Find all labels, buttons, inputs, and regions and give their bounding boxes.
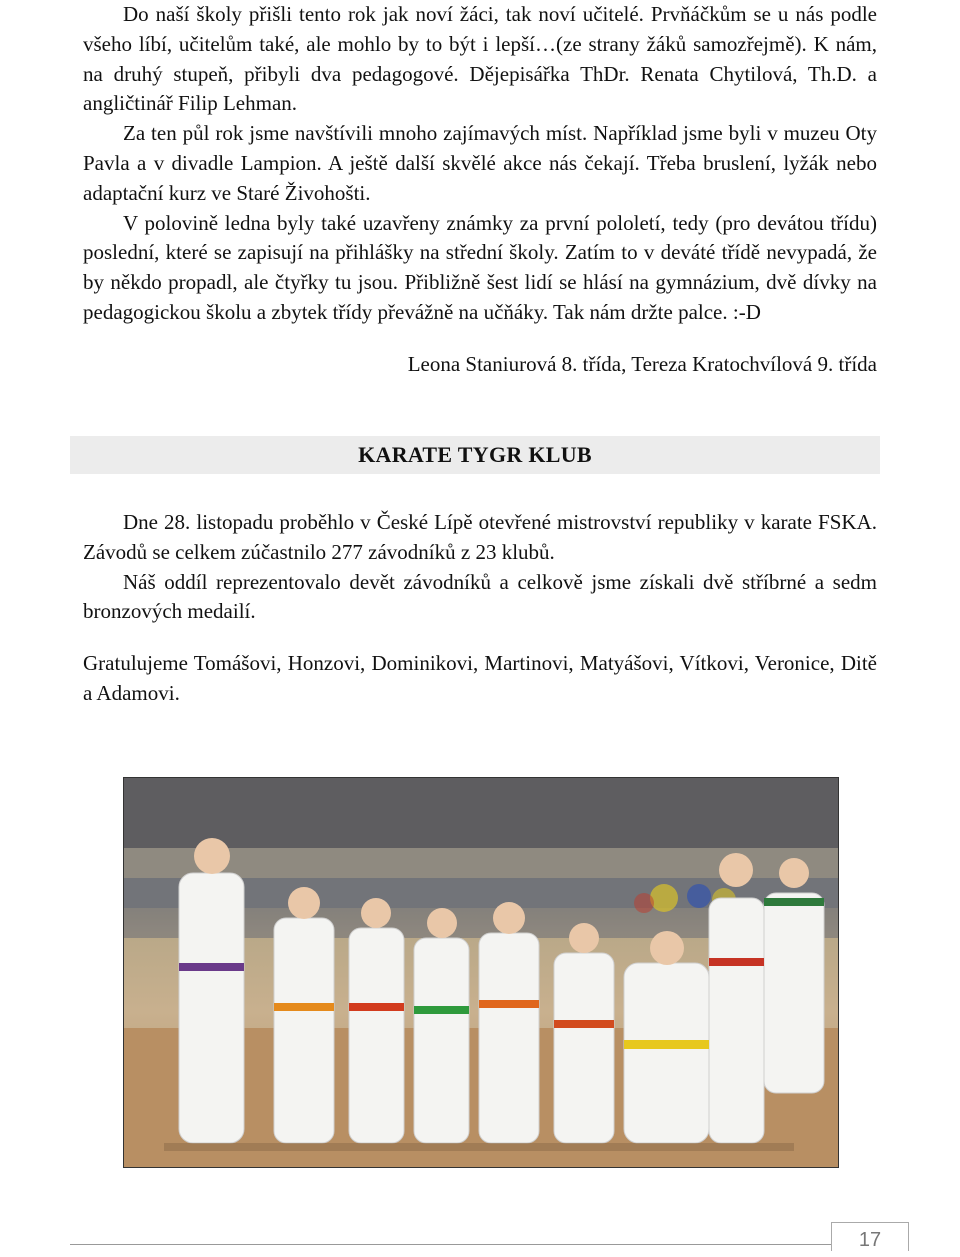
page-number: 17 bbox=[831, 1222, 909, 1251]
article-karate bbox=[83, 508, 877, 709]
article-school-news bbox=[83, 0, 877, 380]
author-signature: Leona Staniurová 8. třída, Tereza Kratochvílová 9. třída bbox=[407, 351, 877, 376]
paragraph: Gratulujeme Tomášovi, Honzovi, Dominikovi, Martinovi, Matyášovi, Vítkovi, Veronice, Ditě a Adamovi. bbox=[83, 651, 877, 705]
paragraph: Za ten půl rok jsme navštívili mnoho zajímavých míst. Například jsme byli v muzeu Oty Pavla a v divadle Lampion. A ještě další skvělé akce nás čekají. Třeba bruslení, lyžák nebo adaptační kurz ve Staré Živohošti. bbox=[83, 121, 877, 205]
section-title: KARATE TYGR KLUB bbox=[358, 442, 592, 467]
paragraph: Do naší školy přišli tento rok jak noví žáci, tak noví učitelé. Prvňáčkům se u nás podle všeho líbí, učitelům také, ale mohlo by to být i lepší…(ze strany žáků samozřejmě). K nám, na druhý stupeň, přibyli dva pedagogové. Dějepisářka ThDr. Renata Chytilová, Th.D. a angličtinář Filip Lehman. bbox=[83, 2, 877, 116]
paragraph: Náš oddíl reprezentovalo devět závodníků a celkově jsme získali dvě stříbrné a sedm bronzových medailí. bbox=[83, 569, 877, 624]
spacer bbox=[83, 627, 877, 649]
paragraph: Dne 28. listopadu proběhlo v České Lípě otevřené mistrovství republiky v karate FSKA. Závodů se celkem zúčastnilo 277 závodníků z 23 klubů. bbox=[83, 510, 877, 564]
photo-illustration bbox=[124, 778, 838, 1167]
spacer bbox=[83, 328, 877, 350]
karate-team-photo bbox=[123, 777, 839, 1168]
section-header-band bbox=[70, 436, 880, 474]
paragraph: V polovině ledna byly také uzavřeny známky za první pololetí, tedy (pro devátou třídu) poslední, které se zapisují na přihlášky na střední školy. Zatím to v deváté třídě nevypadá, že by někdo propadl, ale čtyřky tu jsou. Přibližně šest lidí se hlásí na gymnázium, dvě dívky na pedagogickou školu a zbytek třídy převážně na učňáky. Tak nám držte palce. :-D bbox=[83, 210, 877, 324]
footer-rule bbox=[70, 1244, 890, 1245]
